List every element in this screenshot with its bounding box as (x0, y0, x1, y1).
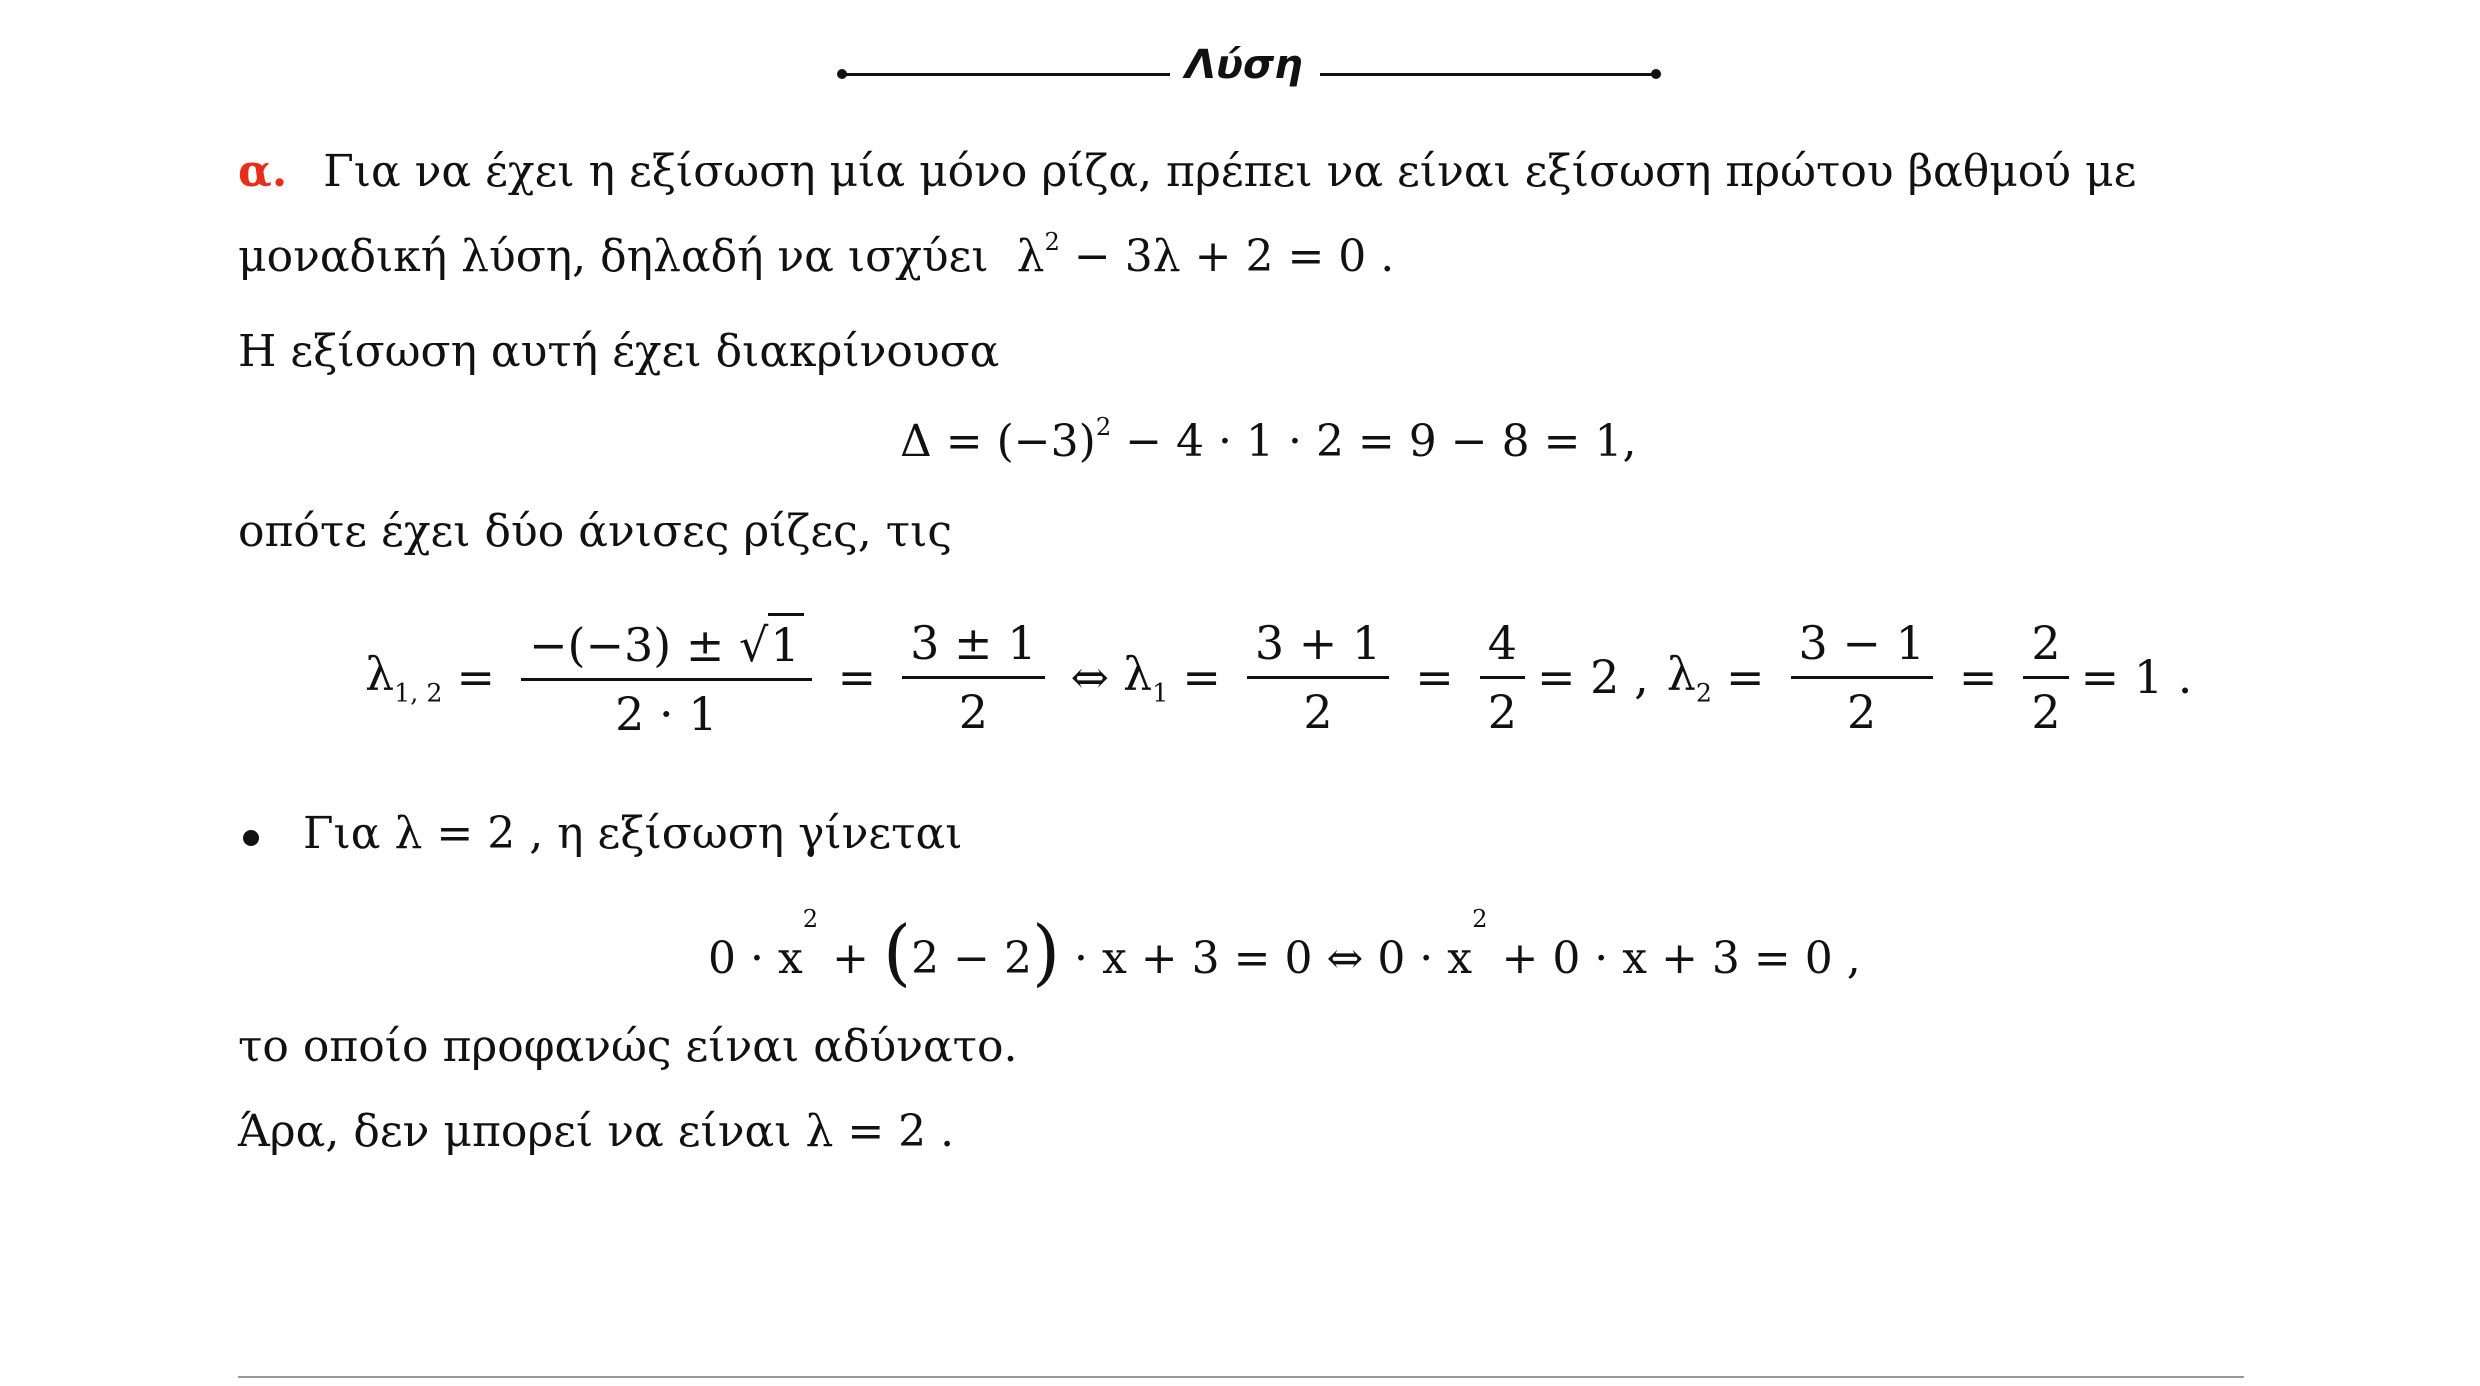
fraction-3: $\frac{3 + 1}{2}$ (1247, 616, 1389, 739)
lambda12: $\lambda_{1, 2}$ (365, 646, 443, 708)
fraction-6: $\frac{2}{2}$ (2023, 616, 2068, 739)
footer-rule (238, 1376, 2244, 1378)
part-a-label: α. (238, 146, 288, 197)
equals-sign: = (1958, 650, 1998, 704)
conclusion-line1: το οποίο προφανώς είναι αδύνατο. (238, 1021, 1018, 1072)
fraction-1: −(−3) ± √ 1 2 · 1 (521, 613, 812, 741)
discriminant-exponent: 2 (1095, 413, 1112, 442)
bullet-text: Για λ = 2 , η εξίσωση γίνεται (303, 808, 963, 859)
fraction-2: $\frac{3 \pm 1}{2}$ (902, 616, 1044, 739)
root-1-result: = 2 , (1537, 650, 1649, 704)
lambda1: $\lambda_1$ (1123, 646, 1169, 708)
part-a-line2 (238, 228, 1395, 282)
heading-left-rule (842, 73, 1170, 76)
condition-equation (1016, 228, 1395, 282)
roots-equation (365, 612, 2192, 742)
paren-close: ) (1031, 910, 1061, 994)
heading-right-rule (1320, 73, 1656, 76)
bullet-icon (243, 830, 259, 846)
sqrt: √ 1 (739, 613, 804, 672)
condition-rest: − 3λ + 2 = 0 . (1059, 231, 1395, 282)
part-a-line2-text: μοναδική λύση, δηλαδή να ισχύει (238, 231, 989, 282)
fraction-5: $\frac{3 - 1}{2}$ (1791, 616, 1933, 739)
discriminant-end: − 4 · 1 · 2 = 9 − 8 = 1, (1111, 416, 1637, 467)
equals-sign: = (1182, 650, 1221, 704)
discriminant-start: Δ = (−3) (900, 416, 1096, 467)
iff-symbol: ⇔ (1070, 650, 1110, 704)
roots-intro: οπότε έχει δύο άνισες ρίζες, τις (238, 506, 953, 557)
root-2-result: = 1 . (2080, 650, 2193, 704)
lambda-symbol: λ (1016, 231, 1045, 282)
equals-sign: = (456, 650, 495, 704)
equals-sign: = (1415, 650, 1454, 704)
part-a-line1 (238, 146, 2137, 197)
bullet-equation: $0 \cdot x^2 + (2 - 2) \cdot x + 3 = 0$ ⇔ $0 \cdot x^2 + 0 \cdot x + 3 = 0$ , (708, 905, 1861, 994)
exponent: 2 (1044, 228, 1060, 257)
paren-open: ( (883, 910, 912, 994)
heading-title: Λύση (1185, 42, 1303, 88)
equals-sign: = (837, 650, 877, 704)
heading-right-dot (1651, 69, 1661, 79)
equals-sign: = (1725, 650, 1765, 704)
part-a-line1-text: Για να έχει η εξίσωση μία μόνο ρίζα, πρέπει να είναι εξίσωση πρώτου βαθμού με (323, 146, 2137, 197)
lambda2: $\lambda_2$ (1666, 646, 1712, 708)
conclusion-line2: Άρα, δεν μπορεί να είναι λ = 2 . (238, 1106, 955, 1157)
discriminant-intro: Η εξίσωση αυτή έχει διακρίνουσα (238, 326, 1000, 377)
fraction-4: $\frac{4}{2}$ (1480, 616, 1525, 739)
discriminant-formula (900, 413, 1637, 467)
